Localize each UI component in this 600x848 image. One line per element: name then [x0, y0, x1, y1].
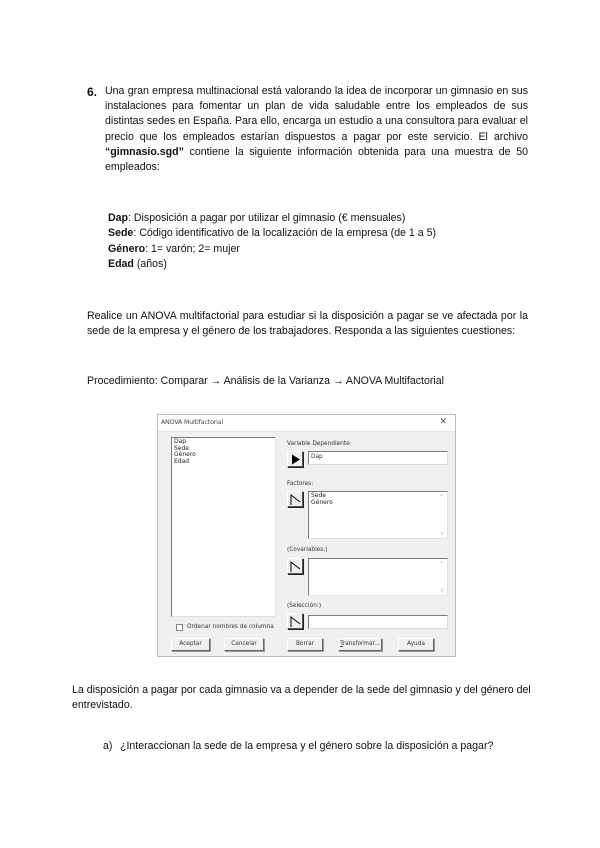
dialog-title: ANOVA Multifactorial [161, 419, 224, 426]
list-item[interactable]: Dap [174, 438, 187, 445]
play-arrow-icon [289, 453, 302, 466]
transform-label: ransformar... [342, 641, 380, 647]
procedure-text: Procedimiento: Comparar → Análisis de la Varianza → ANOVA Multifactorial [87, 375, 444, 387]
separator: : [128, 212, 134, 224]
subquestion-text: ¿Interaccionan la sede de la empresa y el género sobre la disposición a pagar? [120, 740, 494, 752]
accept-button[interactable]: Aceptar [171, 638, 210, 651]
dialog-titlebar [158, 415, 455, 432]
cancel-button[interactable]: Cancelar [224, 638, 264, 651]
covariates-list[interactable] [308, 558, 448, 596]
add-factor-button[interactable] [287, 491, 303, 507]
factors-list[interactable] [308, 491, 448, 539]
variable-desc: Disposición a pagar por utilizar el gimnasio (€ mensuales) [133, 212, 406, 224]
variable-edad [108, 257, 436, 272]
sort-columns-checkbox[interactable] [176, 624, 183, 631]
variable-dap [108, 211, 436, 226]
separator: : [145, 242, 151, 255]
covariates-label: (Covariables:) [287, 547, 328, 553]
dependent-field[interactable] [308, 451, 448, 465]
list-item[interactable]: Sede [174, 444, 189, 452]
dependent-label: Variable Dependiente: [287, 441, 352, 447]
separator: : [133, 227, 140, 240]
scroll-down-icon[interactable]: v [440, 587, 444, 594]
variable-sede [108, 226, 436, 241]
close-icon[interactable]: ✕ [439, 417, 447, 427]
list-item[interactable]: Género [311, 498, 333, 506]
variable-name: Género [108, 242, 146, 255]
delete-button[interactable]: Borrar [287, 638, 323, 651]
transform-button[interactable] [338, 638, 382, 651]
anova-dialog [157, 414, 456, 657]
variable-desc: (años) [136, 257, 167, 270]
add-covariate-button[interactable] [287, 558, 303, 574]
outline-arrow-icon [289, 615, 302, 628]
question-text [105, 84, 528, 175]
data-file-name: “gimnasio.sgd” [105, 145, 184, 158]
help-button[interactable]: Ayuda [398, 638, 434, 651]
dependency-text: La disposición a pagar por cada gimnasio va a depender de la sede del gimnasio y del género del entrevistado. [72, 684, 531, 712]
transform-mnemonic: T [340, 641, 343, 647]
factors-label: Factores: [287, 481, 314, 487]
list-item[interactable]: Edad [174, 457, 190, 465]
outline-arrow-icon [289, 493, 302, 506]
subquestion-a [103, 739, 493, 754]
list-item[interactable]: Género [174, 451, 196, 458]
source-variable-list[interactable] [171, 437, 276, 617]
outline-arrow-icon [289, 560, 302, 573]
scroll-up-icon[interactable]: ^ [438, 494, 444, 501]
selection-label: (Selección:) [287, 603, 322, 609]
add-selection-button[interactable] [287, 613, 303, 629]
variable-desc: Código identificativo de la localización de la empresa (de 1 a 5) [139, 227, 437, 240]
scroll-down-icon[interactable]: v [440, 530, 444, 537]
variable-name: Sede [108, 227, 134, 240]
add-dependent-button[interactable] [287, 451, 303, 467]
variable-genero [108, 242, 436, 257]
variable-name: Dap [108, 212, 129, 224]
subquestion-label: a) [103, 740, 113, 752]
question-text-before: Una gran empresa multinacional está valorando la idea de incorporar un gimnasio en sus instalaciones para fomentar un plan de vida saludable entre los empleados de sus distintas sedes en España. Para ello, encarga un estudio a una consultora para evaluar el precio que los empleados estarían dispuestos a pagar por este servicio. El archivo [105, 85, 528, 143]
question-number: 6. [87, 85, 98, 99]
variable-list [108, 211, 436, 272]
list-item[interactable]: Sede [311, 492, 326, 499]
dependent-value: Dap [311, 454, 323, 460]
sort-columns-label: Ordenar nombres de columna [187, 624, 274, 630]
selection-field[interactable] [308, 615, 448, 629]
question-text-after: contiene la siguiente información obtenida para una muestra de 50 empleados: [105, 145, 528, 174]
variable-name: Edad [108, 257, 134, 270]
instructions-text: Realice un ANOVA multifactorial para estudiar si la disposición a pagar se ve afectada por la sede de la empresa y el género de los trabajadores. Responda a las siguientes cuestiones: [87, 310, 528, 338]
variable-desc: 1= varón; 2= mujer [150, 242, 240, 255]
scroll-up-icon[interactable]: ^ [438, 561, 444, 568]
